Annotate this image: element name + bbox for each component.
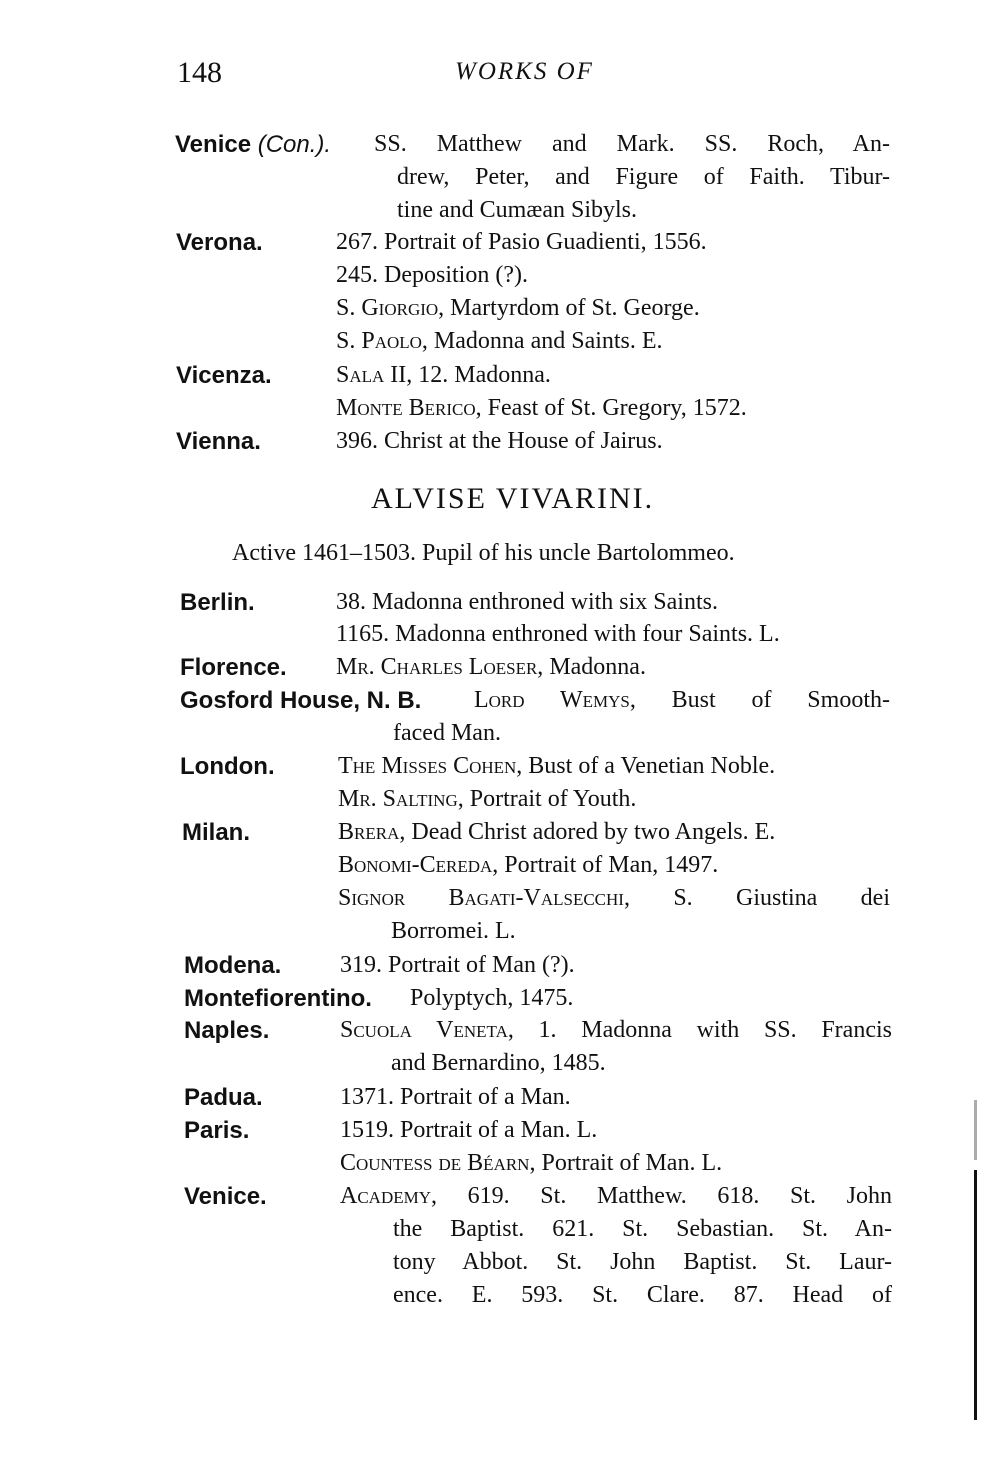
entry-line: drew, Peter, and Figure of Faith. Tibur-	[397, 164, 890, 190]
entry-line: The Misses Cohen, Bust of a Venetian Noble.	[338, 753, 776, 779]
entry-line: 1371. Portrait of a Man.	[340, 1084, 571, 1110]
place-naples: Naples.	[184, 1017, 270, 1044]
entry-line: 1165. Madonna enthroned with four Saints. L.	[336, 621, 780, 647]
entry-line: Polyptych, 1475.	[410, 985, 574, 1011]
entry-line: SS. Matthew and Mark. SS. Roch, An-	[374, 131, 890, 157]
place-verona: Verona.	[176, 229, 263, 256]
place-milan: Milan.	[182, 819, 251, 846]
entry-line: 396. Christ at the House of Jairus.	[336, 428, 663, 454]
entry-line: Bonomi-Cereda, Portrait of Man, 1497.	[338, 852, 719, 878]
entry-line: Mr. Salting, Portrait of Youth.	[338, 786, 637, 812]
place-berlin: Berlin.	[180, 589, 255, 616]
artist-subtitle: Active 1461–1503. Pupil of his uncle Bartolommeo.	[232, 540, 735, 566]
entry-line: the Baptist. 621. St. Sebastian. St. An-	[393, 1216, 892, 1242]
entry-line: Borromei. L.	[391, 918, 516, 944]
place-montefiorentino: Montefiorentino.	[184, 985, 372, 1012]
entry-line: S. Paolo, Madonna and Saints. E.	[336, 328, 663, 354]
entry-line: Scuola Veneta, 1. Madonna with SS. Francis	[340, 1017, 892, 1043]
entry-line: tine and Cumæan Sibyls.	[397, 197, 637, 223]
place-vienna: Vienna.	[176, 428, 261, 455]
entry-line: tony Abbot. St. John Baptist. St. Laur-	[393, 1249, 892, 1275]
entry-line: faced Man.	[393, 720, 501, 746]
place-venice: Venice.	[184, 1183, 267, 1210]
running-head: WORKS OF	[455, 58, 594, 85]
entry-line: 38. Madonna enthroned with six Saints.	[336, 589, 718, 615]
entry-line: 319. Portrait of Man (?).	[340, 952, 575, 978]
entry-line: Mr. Charles Loeser, Madonna.	[336, 654, 646, 680]
place-paris: Paris.	[184, 1117, 250, 1144]
place-padua: Padua.	[184, 1084, 263, 1111]
place-modena: Modena.	[184, 952, 282, 979]
entry-line: 267. Portrait of Pasio Guadienti, 1556.	[336, 229, 707, 255]
place-london: London.	[180, 753, 275, 780]
entry-line: and Bernardino, 1485.	[391, 1050, 606, 1076]
entry-line: Sala II, 12. Madonna.	[336, 362, 551, 388]
entry-line: Monte Berico, Feast of St. Gregory, 1572.	[336, 395, 747, 421]
entry-line: 1519. Portrait of a Man. L.	[340, 1117, 598, 1143]
entry-line: Countess de Béarn, Portrait of Man. L.	[340, 1150, 723, 1176]
entry-line: S. Giorgio, Martyrdom of St. George.	[336, 295, 700, 321]
entry-line: 245. Deposition (?).	[336, 262, 528, 288]
place-gosford-house: Gosford House, N. B.	[180, 687, 422, 714]
page-number: 148	[177, 56, 222, 89]
entry-line: ence. E. 593. St. Clare. 87. Head of	[393, 1282, 892, 1308]
place-vicenza: Vicenza.	[176, 362, 272, 389]
entry-line: Brera, Dead Christ adored by two Angels. E.	[338, 819, 776, 845]
entry-line: Academy, 619. St. Matthew. 618. St. John	[340, 1183, 892, 1209]
entry-line: Signor Bagati-Valsecchi, S. Giustina dei	[338, 885, 890, 911]
place-venice-con: Venice (Con.).	[175, 131, 332, 158]
artist-heading: ALVISE VIVARINI.	[371, 482, 655, 515]
scan-edge-line	[974, 1170, 977, 1420]
place-florence: Florence.	[180, 654, 287, 681]
scan-edge-mark	[974, 1100, 977, 1160]
entry-line: Lord Wemys, Bust of Smooth-	[474, 687, 890, 713]
place-note: (Con.).	[257, 131, 332, 158]
